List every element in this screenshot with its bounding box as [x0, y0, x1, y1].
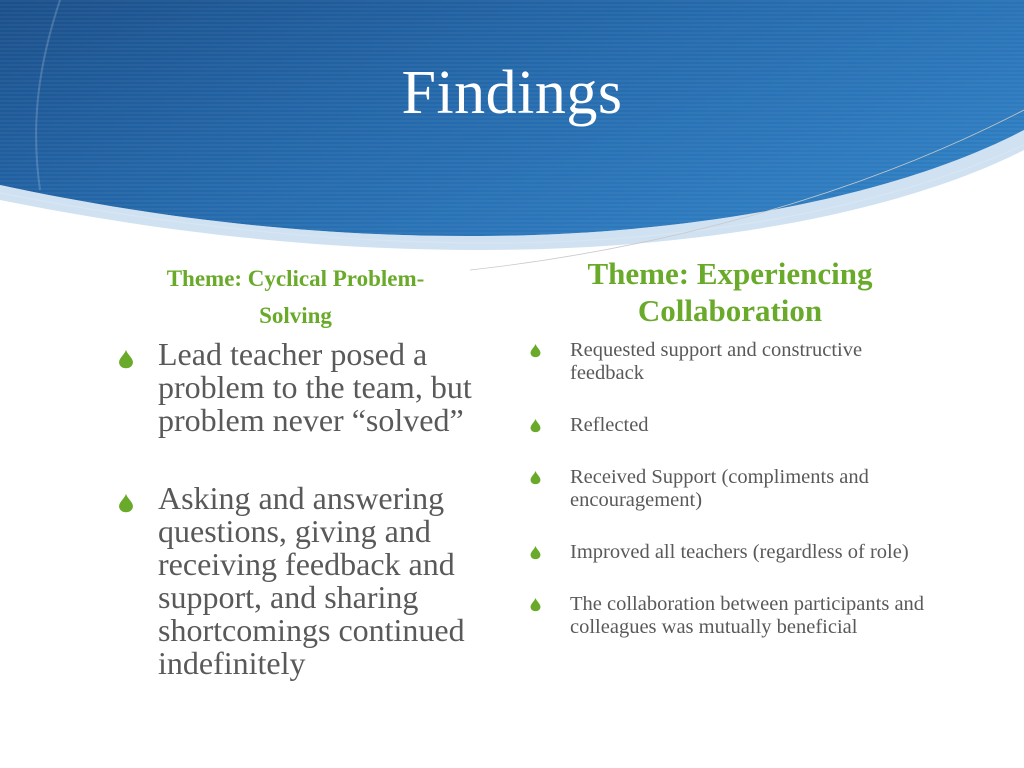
right-theme-heading-line2: Collaboration — [637, 293, 823, 328]
bullet-text: Improved all teachers (regardless of role) — [570, 541, 909, 563]
left-theme-heading-line2: Solving — [259, 303, 332, 328]
bullet-text: Lead teacher posed a problem to the team, but problem never “solved” — [158, 336, 472, 438]
list-item — [530, 466, 930, 512]
bullet-text: The collaboration between participants and colleagues was mutually beneficial — [570, 593, 925, 638]
bullet-text: Asking and answering questions, giving and receiving feedback and support, and sharing shortcomings continued indefinitely — [158, 480, 465, 681]
bullet-text: Requested support and constructive feedback — [570, 339, 863, 384]
teardrop-icon — [530, 470, 541, 485]
right-theme-heading — [540, 255, 920, 329]
left-theme-heading-line1: Theme: Cyclical Problem- — [166, 266, 425, 291]
teardrop-icon — [530, 343, 541, 358]
list-item — [530, 593, 930, 639]
slide-title: Findings — [401, 59, 623, 127]
list-item — [530, 541, 930, 564]
teardrop-icon — [530, 597, 541, 612]
right-theme-heading-line1: Theme: Experiencing — [587, 256, 873, 291]
list-item — [530, 414, 930, 437]
right-bullet-list — [530, 339, 930, 668]
list-item — [118, 482, 498, 680]
teardrop-icon — [118, 349, 134, 369]
teardrop-icon — [530, 418, 541, 433]
left-bullet-list — [118, 338, 498, 680]
list-item — [530, 339, 930, 385]
teardrop-icon — [118, 493, 134, 513]
bullet-text: Reflected — [570, 414, 649, 436]
bullet-text: Received Support (compliments and encouragement) — [570, 466, 869, 511]
teardrop-icon — [530, 545, 541, 560]
list-item — [118, 338, 498, 437]
left-theme-heading — [108, 260, 483, 334]
